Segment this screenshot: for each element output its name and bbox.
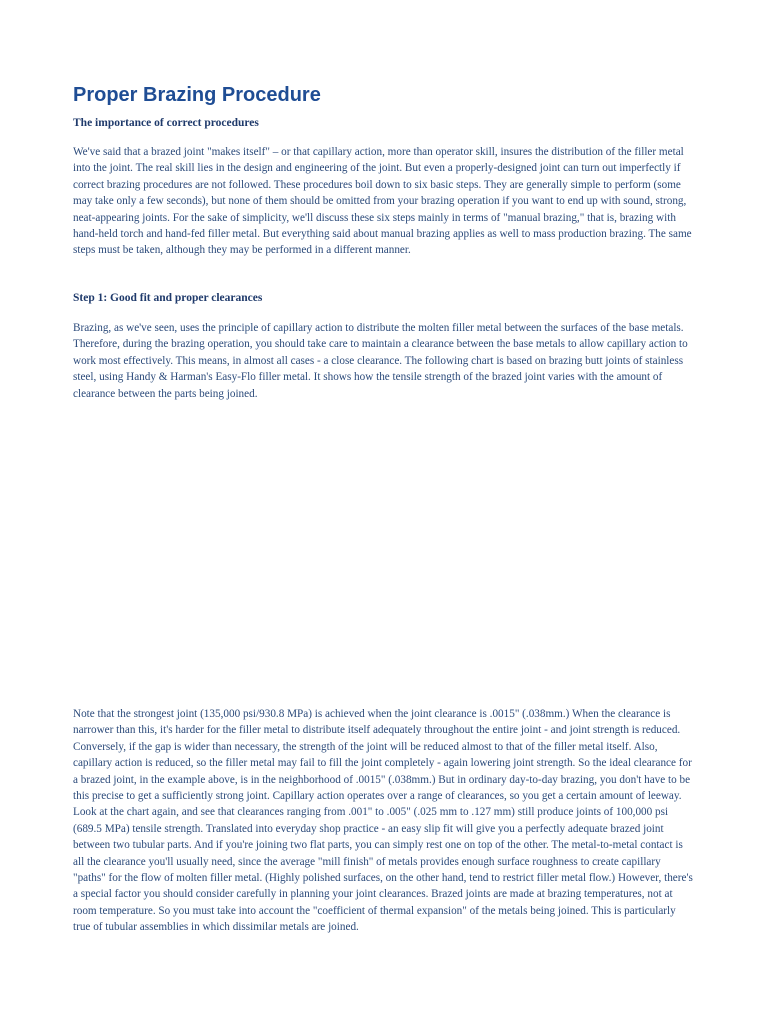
- section-heading-step1: Step 1: Good fit and proper clearances: [73, 292, 263, 304]
- section-heading-importance: The importance of correct procedures: [73, 117, 259, 129]
- paragraph-step1-detail: Note that the strongest joint (135,000 psi/930.8 MPa) is achieved when the joint clearance is .0015" (.038mm.) When the clearance is narrower than this, it's harder for the filler metal to distribute itself adequately throughout the entire joint - and joint strength is reduced. Conversely, if the gap is wider than necessary, the strength of the joint will be reduced almost to that of the filler metal itself. Also, capillary action is reduced, so the filler metal may fail to fill the joint completely - again lowering joint strength. So the ideal clearance for a brazed joint, in the example above, is in the neighborhood of .0015" (.038mm.) But in ordinary day-to-day brazing, you don't have to be this precise to get a sufficiently strong joint. Capillary action operates over a range of clearances, so you get a certain amount of leeway. Look at the chart again, and see that clearances ranging from .001" to .005" (.025 mm to .127 mm) still produce joints of 100,000 psi (689.5 MPa) tensile strength. Translated into everyday shop practice - an easy slip fit will give you a perfectly adequate brazed joint between two tubular parts. And if you're joining two flat parts, you can simply rest one on top of the other. The metal-to-metal contact is all the clearance you'll usually need, since the average "mill finish" of metals provides enough surface roughness to create capillary "paths" for the flow of molten filler metal. (Highly polished surfaces, on the other hand, tend to restrict filler metal flow.) However, there's a special factor you should consider carefully in planning your joint clearances. Brazed joints are made at brazing temperatures, not at room temperature. So you must take into account the "coefficient of thermal expansion" of the metals being joined. This is particularly true of tubular assemblies in which dissimilar metals are joined.: [73, 708, 693, 934]
- paragraph-importance: We've said that a brazed joint "makes itself" – or that capillary action, more than operator skill, insures the distribution of the filler metal into the joint. The real skill lies in the design and engineering of the joint. But even a properly-designed joint can turn out imperfectly if correct brazing procedures are not followed. These procedures boil down to six basic steps. They are generally simple to perform (some may take only a few seconds), but none of them should be omitted from your brazing operation if you want to end up with sound, strong, neat-appearing joints. For the sake of simplicity, we'll discuss these six steps mainly in terms of "manual brazing," that is, brazing with hand-held torch and hand-fed filler metal. But everything said about manual brazing applies as well to mass production brazing. The same steps must be taken, although they may be performed in a different manner.: [73, 146, 692, 257]
- page-title: Proper Brazing Procedure: [73, 84, 321, 106]
- chart-placeholder: [73, 410, 695, 700]
- paragraph-step1-intro: Brazing, as we've seen, uses the principle of capillary action to distribute the molten filler metal between the surfaces of the base metals. Therefore, during the brazing operation, you should take care to maintain a clearance between the base metals to allow capillary action to work most effectively. This means, in almost all cases - a close clearance. The following chart is based on brazing butt joints of stainless steel, using Handy & Harman's Easy-Flo filler metal. It shows how the tensile strength of the brazed joint varies with the amount of clearance between the parts being joined.: [73, 322, 688, 400]
